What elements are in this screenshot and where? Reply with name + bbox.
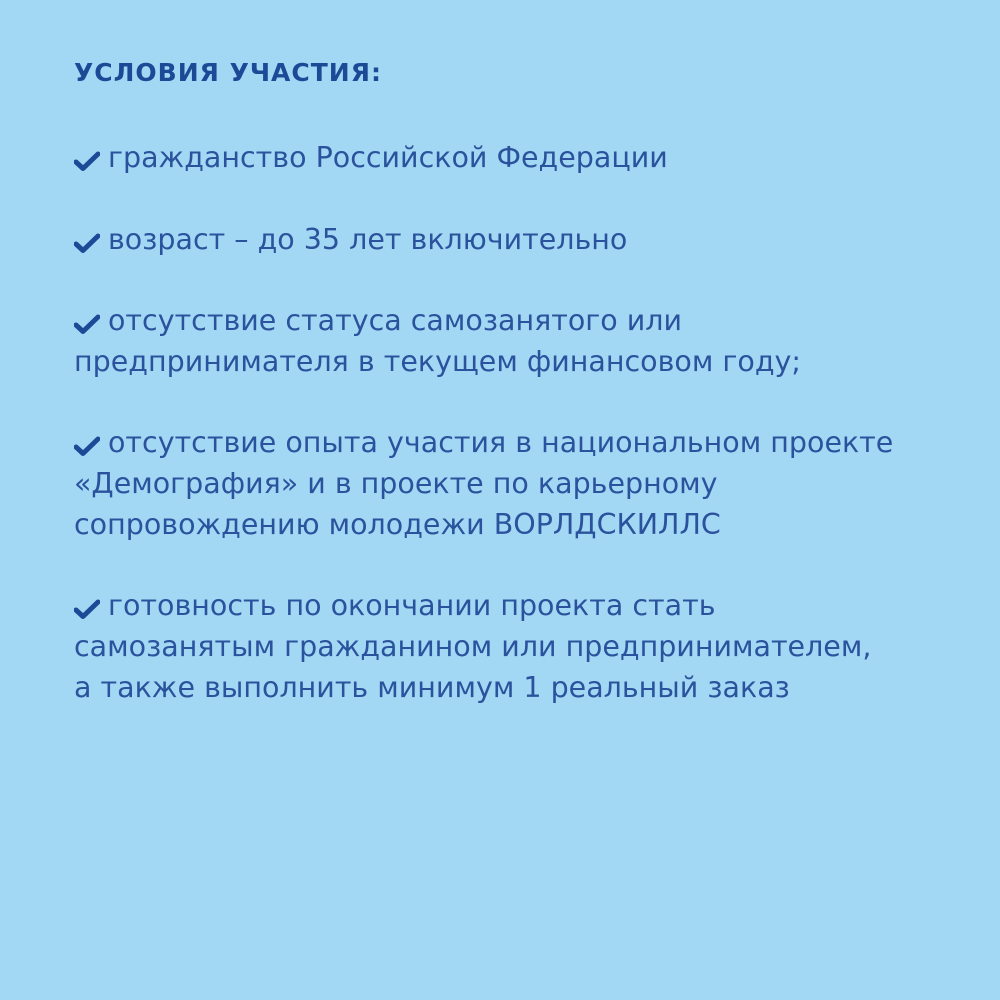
condition-no-self-employed-status [74,300,801,382]
condition-text-line: отсутствие опыта участия в национальном проекте [108,426,894,459]
checkmark-icon [74,147,108,167]
checkmark-icon [74,229,108,249]
condition-text-line: а также выполнить минимум 1 реальный заказ [74,671,790,704]
condition-citizenship [74,137,668,178]
condition-text-line: гражданство Российской Федерации [108,141,668,174]
condition-text-line: сопровождению молодежи ВОРЛДСКИЛЛС [74,508,721,541]
condition-no-prior-participation [74,422,893,545]
page-title: УСЛОВИЯ УЧАСТИЯ: [74,58,382,87]
condition-text-line: готовность по окончании проекта стать [108,589,716,622]
condition-age [74,219,627,260]
condition-text-line: возраст – до 35 лет включительно [108,223,628,256]
checkmark-icon [74,432,108,452]
condition-text-line: самозанятым гражданином или предпринимателем, [74,630,872,663]
condition-text-line: «Демография» и в проекте по карьерному [74,467,718,500]
condition-readiness [74,585,871,708]
checkmark-icon [74,595,108,615]
condition-text-line: отсутствие статуса самозанятого или [108,304,682,337]
condition-text-line: предпринимателя в текущем финансовом году; [74,345,802,378]
checkmark-icon [74,310,108,330]
